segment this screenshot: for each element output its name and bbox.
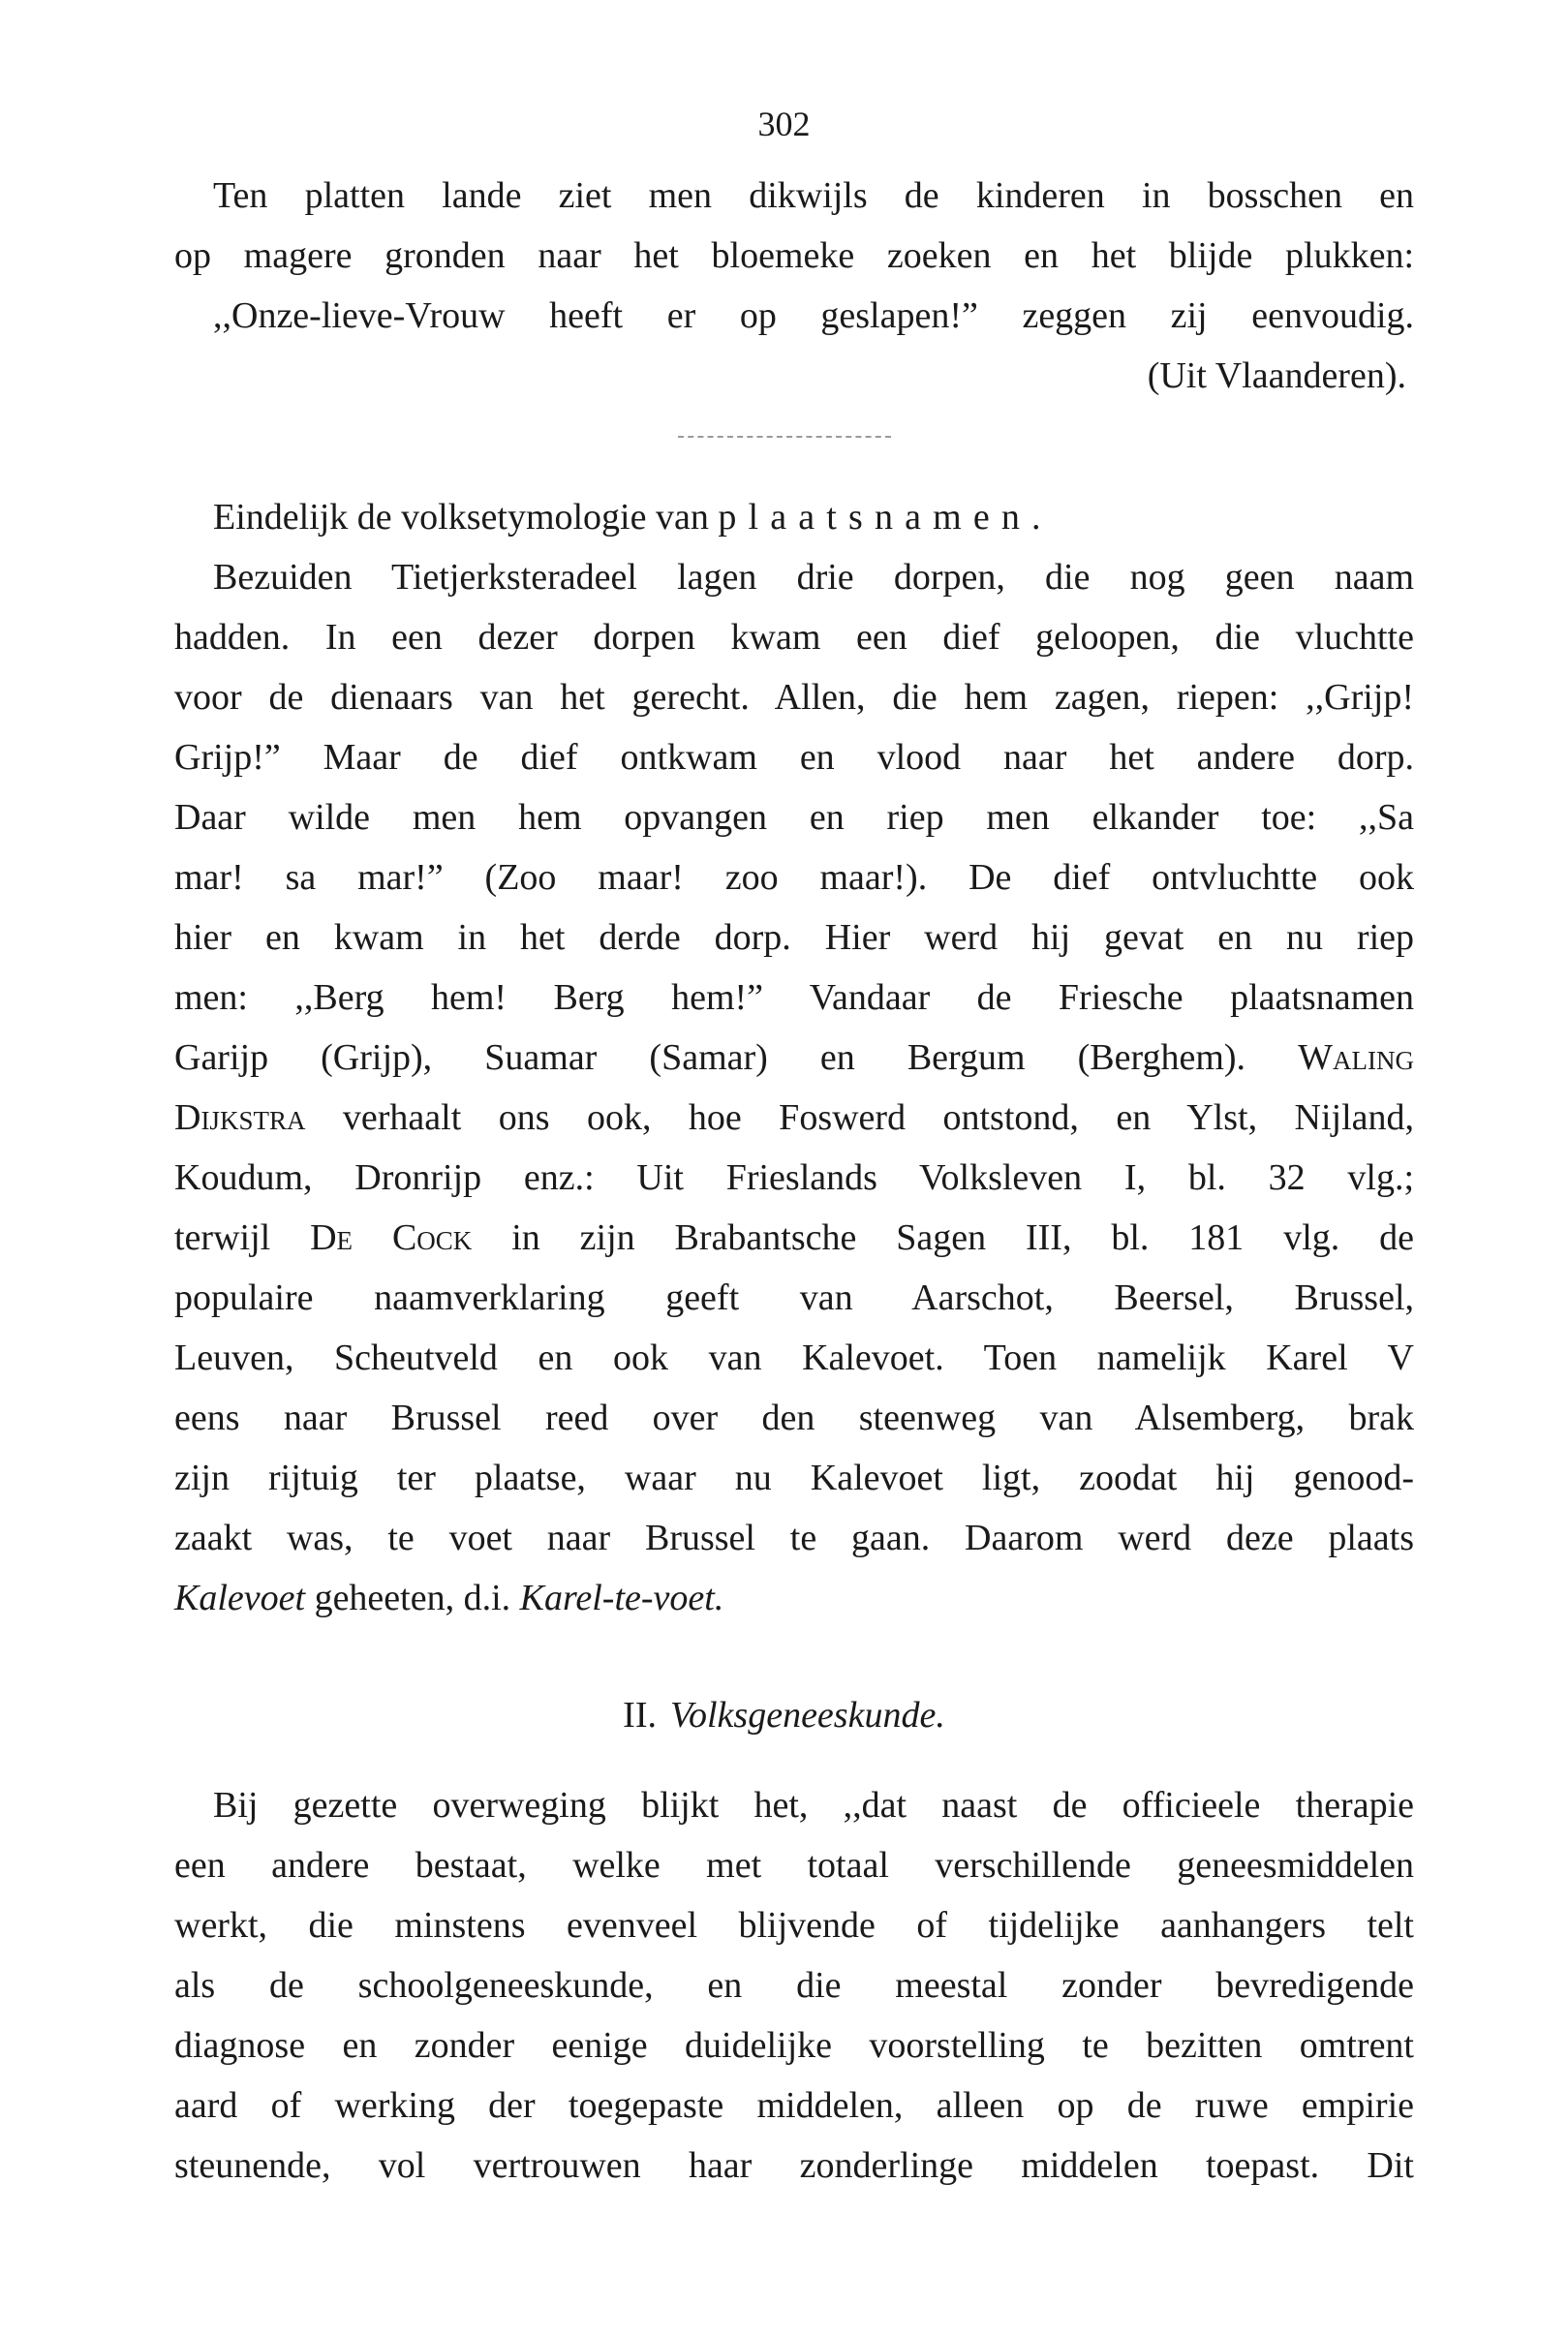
section-title: Volksgeneeskunde.: [669, 1695, 945, 1736]
text-line: werkt, die minstens evenveel blijvende of tijdelijke aanhangers telt: [174, 1905, 1414, 1946]
author-name: De Cock: [310, 1217, 473, 1258]
text-segment: Eindelijk de volksetymologie van: [213, 497, 709, 538]
text-line: Ten platten lande ziet men dikwijls de kinderen in bosschen en: [213, 175, 1414, 216]
text-line: [174, 1568, 1414, 1628]
spaced-term: plaatsnamen.: [718, 497, 1053, 538]
text-line: populaire naamverklaring geeft van Aarschot, Beersel, Brussel,: [174, 1277, 1414, 1318]
text-line: steunende, vol vertrouwen haar zonderlinge middelen toepast. Dit: [174, 2145, 1414, 2186]
paragraph-folk-medicine: [174, 1775, 1414, 2196]
text-line: Leuven, Scheutveld en ook van Kalevoet. Toen namelijk Karel V: [174, 1338, 1414, 1378]
text-line: hier en kwam in het derde dorp. Hier werd hij gevat en nu riep: [174, 917, 1414, 958]
author-name: Dijkstra: [174, 1097, 306, 1138]
paragraph-place-names: [174, 487, 1414, 1628]
place-name: Karel-te-voet.: [519, 1578, 724, 1618]
text-segment: in zijn Brabantsche Sagen III, bl. 181 vlg. de: [511, 1217, 1415, 1258]
text-segment: verhaalt ons ook, hoe Foswerd ontstond, en Ylst, Nijland,: [342, 1097, 1414, 1138]
text-line: [174, 1208, 1414, 1268]
attribution: (Uit Vlaanderen).: [1147, 355, 1406, 396]
text-line: [174, 487, 1414, 547]
page-number: 302: [757, 105, 811, 143]
text-line: mar! sa mar!” (Zoo maar! zoo maar!). De dief ontvluchtte ook: [174, 857, 1414, 898]
text-line: zijn rijtuig ter plaatse, waar nu Kalevoet ligt, zoodat hij genood-: [174, 1458, 1414, 1498]
text-line: hadden. In een dezer dorpen kwam een dief geloopen, die vluchtte: [174, 617, 1414, 658]
text-line: [174, 1028, 1414, 1088]
text-segment: geheeten, d.i.: [314, 1578, 511, 1618]
paragraph-flowers: [174, 166, 1414, 406]
text-line: Bezuiden Tietjerksteradeel lagen drie dorpen, die nog geen naam: [213, 557, 1414, 598]
text-line: een andere bestaat, welke met totaal verschillende geneesmiddelen: [174, 1845, 1414, 1886]
text-line: op magere gronden naar het bloemeke zoeken en het blijde plukken:: [174, 235, 1414, 276]
section-numeral: II.: [623, 1695, 657, 1736]
text-line: diagnose en zonder eenige duidelijke voorstelling te bezitten omtrent: [174, 2025, 1414, 2066]
text-segment: terwijl: [174, 1217, 271, 1258]
text-line: zaakt was, te voet naar Brussel te gaan. Daarom werd deze plaats: [174, 1518, 1414, 1558]
text-segment: Garijp (Grijp), Suamar (Samar) en Bergum (Berghem).: [174, 1037, 1246, 1078]
text-line: men: ,,Berg hem! Berg hem!” Vandaar de Friesche plaatsnamen: [174, 977, 1414, 1018]
text-line: [174, 1088, 1414, 1148]
text-line: als de schoolgeneeskunde, en die meestal zonder bevredigende: [174, 1965, 1414, 2006]
section-divider: [678, 436, 891, 438]
section-heading: [0, 1685, 1568, 1745]
text-line: ,,Onze-lieve-Vrouw heeft er op geslapen!” zeggen zij eenvoudig.: [213, 295, 1414, 336]
text-line: voor de dienaars van het gerecht. Allen, die hem zagen, riepen: ,,Grijp!: [174, 677, 1414, 718]
text-line: aard of werking der toegepaste middelen, alleen op de ruwe empirie: [174, 2085, 1414, 2126]
text-line: Grijp!” Maar de dief ontkwam en vlood naar het andere dorp.: [174, 737, 1414, 778]
text-line: Daar wilde men hem opvangen en riep men elkander toe: ,,Sa: [174, 797, 1414, 838]
text-line: Koudum, Dronrijp enz.: Uit Frieslands Volksleven I, bl. 32 vlg.;: [174, 1157, 1414, 1198]
author-name: Waling: [1298, 1037, 1414, 1078]
text-line: eens naar Brussel reed over den steenweg van Alsemberg, brak: [174, 1398, 1414, 1438]
text-line: Bij gezette overweging blijkt het, ,,dat naast de officieele therapie: [213, 1785, 1414, 1826]
place-name: Kalevoet: [174, 1578, 306, 1618]
